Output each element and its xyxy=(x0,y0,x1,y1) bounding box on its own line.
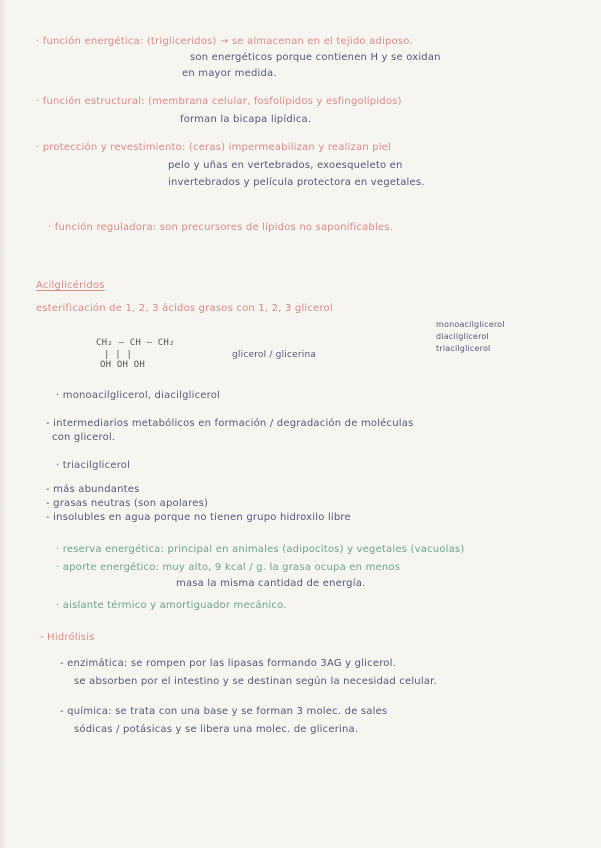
esterification-text: esterificación de 1, 2, 3 ácidos grasos con 1, 2, 3 glicerol xyxy=(36,303,333,314)
function-structural-line1: · función estructural: (membrana celular, fosfolípidos y esfingolípidos) xyxy=(36,96,402,107)
hydrolysis-title: - Hidrólisis xyxy=(40,632,95,643)
insoluble-water: - insolubles en agua porque no tienen grupo hidroxilo libre xyxy=(46,512,351,523)
more-abundant: - más abundantes xyxy=(46,484,140,495)
energy-reserve: · reserva energética: principal en animales (adipocitos) y vegetales (vacuolas) xyxy=(56,544,465,555)
chemical-line1: - química: se trata con una base y se forman 3 molec. de sales xyxy=(60,706,388,717)
type-triacylglycerol: triacilglicerol xyxy=(436,344,491,353)
intermediates-line2: con glicerol. xyxy=(52,432,116,443)
function-protection-line2: pelo y uñas en vertebrados, exoesqueleto en xyxy=(168,160,403,171)
page-edge-shadow xyxy=(0,0,6,848)
type-diacylglycerol: diacilglicerol xyxy=(436,332,489,341)
type-monoacylglycerol: monoacilglicerol xyxy=(436,320,505,329)
function-protection-line1: · protección y revestimiento: (ceras) impermeabilizan y realizan piel xyxy=(36,142,392,153)
mono-di-heading: · monoacilglicerol, diacilglicerol xyxy=(56,390,221,401)
function-energetic-line3: en mayor medida. xyxy=(182,68,277,79)
energy-contribution-line2: masa la misma cantidad de energía. xyxy=(176,578,366,589)
function-protection-line3: invertebrados y película protectora en vegetales. xyxy=(168,177,425,188)
function-energetic-line2: son energéticos porque contienen H y se oxidan xyxy=(190,52,441,63)
energy-contribution-line1: · aporte energético: muy alto, 9 kcal / g. la grasa ocupa en menos xyxy=(56,562,401,573)
function-regulatory-line1: · función reguladora: son precursores de lípidos no saponificables. xyxy=(48,222,394,233)
function-structural-line2: forman la bicapa lipídica. xyxy=(180,114,312,125)
enzymatic-line2: se absorben por el intestino y se destinan según la necesidad celular. xyxy=(74,676,437,687)
function-energetic-line1: · función energética: (trigliceridos) → se almacenan en el tejido adiposo. xyxy=(36,36,413,47)
intermediates-line1: - intermediarios metabólicos en formación / degradación de moléculas xyxy=(46,418,414,429)
enzymatic-line1: - enzimática: se rompen por las lipasas formando 3AG y glicerol. xyxy=(60,658,396,669)
chemical-line2: sódicas / potásicas y se libera una molec. de glicerina. xyxy=(74,724,359,735)
glycerol-formula-bottom: OH OH OH xyxy=(100,360,145,370)
glycerol-formula-top: CH₂ – CH – CH₂ xyxy=(96,338,175,348)
acylglycerides-title: Acilglicéridos xyxy=(36,280,105,291)
glycerol-label: glicerol / glicerina xyxy=(232,350,317,360)
thermal-insulator: · aislante térmico y amortiguador mecánico. xyxy=(56,600,287,611)
triacylglycerol-heading: · triacilglicerol xyxy=(56,460,131,471)
neutral-fats: - grasas neutras (son apolares) xyxy=(46,498,209,509)
glycerol-formula-bonds: | | | xyxy=(104,350,133,360)
